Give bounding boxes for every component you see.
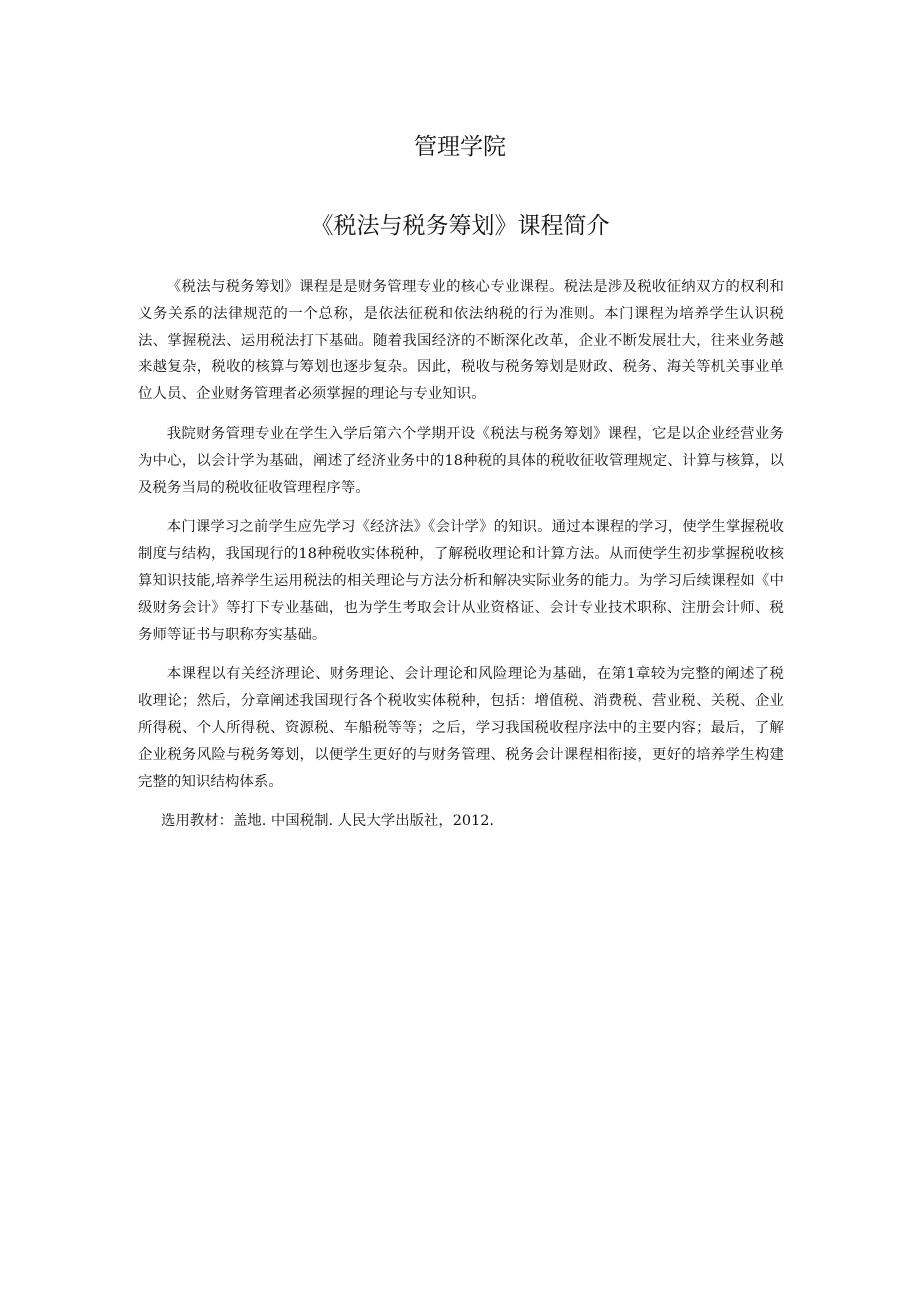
course-title: 《税法与税务筹划》课程简介 <box>310 213 610 239</box>
course-description <box>138 274 784 835</box>
paragraph-schedule: 我院财务管理专业在学生入学后第六个学期开设《税法与税务筹划》课程，它是以企业经营业务为中心，以会计学为基础，阐述了经济业务中的18种税的具体的税收征收管理规定、计算与核算，以及税务当局的税收征收管理程序等。 <box>138 425 784 496</box>
paragraph-overview: 《税法与税务筹划》课程是是财务管理专业的核心专业课程。税法是涉及税收征纳双方的权利和义务关系的法律规范的一个总称，是依法征税和依法纳税的行为准则。本门课程为培养学生认识税法、掌握税法、运用税法打下基础。随着我国经济的不断深化改革，企业不断发展壮大，往来业务越来越复杂，税收的核算与筹划也逐步复杂。因此，税收与税务筹划是财政、税务、海关等机关事业单位人员、企业财务管理者必须掌握的理论与专业知识。 <box>138 279 784 403</box>
paragraph-objectives: 本门课学习之前学生应先学习《经济法》《会计学》的知识。通过本课程的学习，使学生掌握税收制度与结构，我国现行的18种税收实体税种，了解税收理论和计算方法。从而使学生初步掌握税收核算知识技能,培养学生运用税法的相关理论与方法分析和解决实际业务的能力。为学习后续课程如《中级财务会计》等打下专业基础，也为学生考取会计从业资格证、会计专业技术职称、注册会计师、税务师等证书与职称夯实基础。 <box>138 519 784 643</box>
textbook-reference: 选用教材：盖地. 中国税制. 人民大学出版社，2012. <box>161 813 494 830</box>
paragraph-content: 本课程以有关经济理论、财务理论、会计理论和风险理论为基础，在第1章较为完整的阐述了税收理论；然后，分章阐述我国现行各个税收实体税种，包括：增值税、消费税、营业税、关税、企业所得税、个人所得税、资源税、车船税等等；之后，学习我国税收程序法中的主要内容；最后，了解企业税务风险与税务筹划，以便学生更好的与财务管理、税务会计课程相衔接，更好的培养学生构建完整的知识结构体系。 <box>138 666 784 790</box>
school-title: 管理学院 <box>414 134 506 160</box>
